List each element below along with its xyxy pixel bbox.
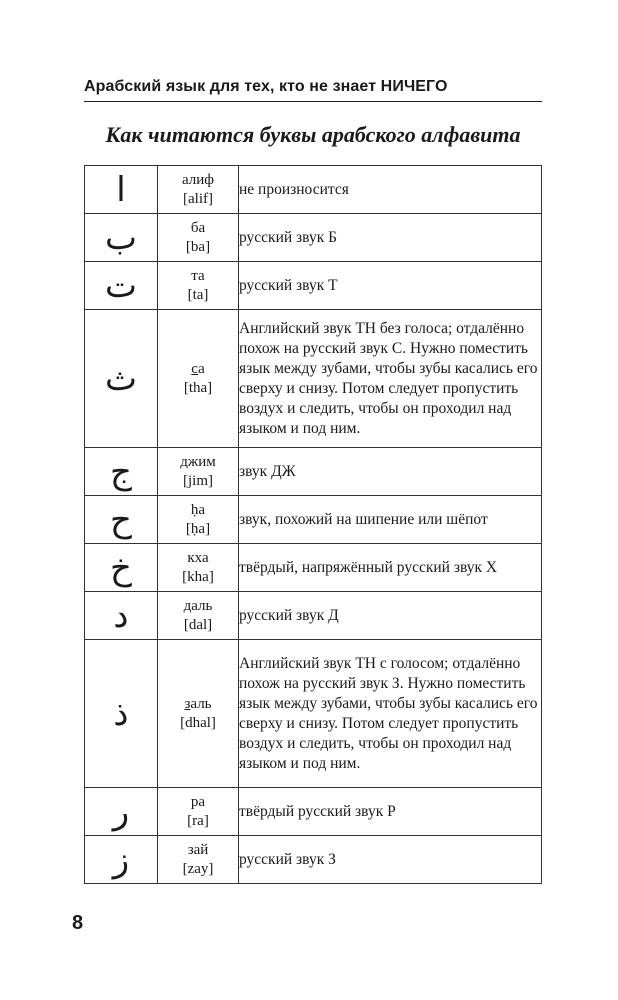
- letter-name-rest: аль: [190, 695, 212, 712]
- letter-name-cell: [158, 214, 239, 262]
- letter-name: [158, 171, 238, 190]
- arabic-letter: خ: [110, 547, 132, 588]
- pronunciation-description: звук ДЖ: [239, 448, 542, 496]
- pronunciation-description: не произносится: [239, 166, 542, 214]
- pronunciation-description: русский звук Д: [239, 592, 542, 640]
- letter-transliteration: [ra]: [187, 812, 209, 829]
- table-row: [85, 836, 542, 884]
- letter-name-cell: [158, 166, 239, 214]
- arabic-letter: ز: [112, 839, 130, 880]
- running-header-title: Арабский язык для тех, кто не знает НИЧЕГО: [84, 78, 448, 95]
- table-row: [85, 166, 542, 214]
- pronunciation-description: Английский звук TH без голоса; отдалённо похож на русский звук С. Нужно поместить язык между зубами, чтобы зубы касались его сверху и снизу. Потом следует пропустить воздух и следить, чтобы он проходил над языком и под ним.: [239, 310, 542, 448]
- arabic-letter-cell: [85, 166, 158, 214]
- pronunciation-description: русский звук Т: [239, 262, 542, 310]
- arabic-letter-cell: [85, 448, 158, 496]
- letter-name-rest: ба: [190, 219, 206, 236]
- letter-name-rest: зай: [187, 841, 209, 858]
- letter-name-cell: [158, 640, 239, 788]
- letter-transliteration: [jim]: [183, 472, 213, 489]
- arabic-letter-cell: [85, 788, 158, 836]
- letter-transliteration: [dal]: [183, 616, 213, 633]
- table-row: [85, 214, 542, 262]
- letter-name-cell: [158, 788, 239, 836]
- letter-transliteration: [alif]: [183, 190, 213, 207]
- pronunciation-description: русский звук З: [239, 836, 542, 884]
- arabic-letter-cell: [85, 310, 158, 448]
- alphabet-table: [84, 165, 542, 884]
- letter-name-cell: [158, 836, 239, 884]
- pronunciation-description: твёрдый, напряжённый русский звук Х: [239, 544, 542, 592]
- arabic-letter: ا: [116, 169, 126, 210]
- pronunciation-description: звук, похожий на шипение или шёпот: [239, 496, 542, 544]
- table-row: [85, 262, 542, 310]
- letter-transliteration: [ḥa]: [185, 520, 211, 537]
- letter-name-rest: кха: [187, 549, 209, 566]
- arabic-letter: ت: [104, 265, 137, 306]
- arabic-letter: ر: [112, 791, 130, 832]
- letter-name-rest: джим: [180, 453, 216, 470]
- letter-name-cell: [158, 496, 239, 544]
- arabic-letter-cell: [85, 592, 158, 640]
- letter-name: [158, 597, 238, 616]
- letter-name: [158, 549, 238, 568]
- letter-name-underlined: з: [184, 695, 191, 712]
- arabic-letter: ب: [104, 217, 137, 258]
- letter-name-rest: а: [198, 360, 205, 377]
- arabic-letter-cell: [85, 496, 158, 544]
- letter-transliteration: [dhal]: [180, 714, 216, 731]
- arabic-letter-cell: [85, 544, 158, 592]
- table-row: [85, 544, 542, 592]
- pronunciation-description: Английский звук TH с голосом; отдалённо похож на русский звук З. Нужно поместить язык между зубами, чтобы зубы касались его сверху и снизу. Потом следует пропустить воздух и следить, чтобы он проходил над языком и под ним.: [239, 640, 542, 788]
- letter-name: [158, 695, 238, 714]
- arabic-letter-cell: [85, 640, 158, 788]
- table-row: [85, 592, 542, 640]
- letter-name-rest: та: [191, 267, 205, 284]
- letter-name-rest: ḥа: [190, 501, 206, 518]
- letter-name-rest: даль: [183, 597, 213, 614]
- letter-name: [158, 219, 238, 238]
- alphabet-table-body: [85, 166, 542, 884]
- letter-name: [158, 360, 238, 379]
- letter-name-rest: алиф: [181, 171, 215, 188]
- letter-transliteration: [ba]: [185, 238, 211, 255]
- table-row: [85, 310, 542, 448]
- running-header: [84, 75, 542, 102]
- letter-name: [158, 501, 238, 520]
- letter-name-underlined: с: [191, 360, 199, 377]
- pronunciation-description: русский звук Б: [239, 214, 542, 262]
- letter-name-rest: ра: [190, 793, 206, 810]
- arabic-letter: د: [113, 595, 129, 636]
- table-row: [85, 640, 542, 788]
- letter-name: [158, 793, 238, 812]
- letter-name-cell: [158, 544, 239, 592]
- arabic-letter: ح: [110, 499, 132, 540]
- letter-name-cell: [158, 448, 239, 496]
- letter-name-cell: [158, 592, 239, 640]
- arabic-letter-cell: [85, 214, 158, 262]
- section-title: Как читаются буквы арабского алфавита: [105, 122, 521, 147]
- pronunciation-description: твёрдый русский звук Р: [239, 788, 542, 836]
- letter-transliteration: [ta]: [187, 286, 209, 303]
- letter-name: [158, 841, 238, 860]
- arabic-letter-cell: [85, 262, 158, 310]
- arabic-letter-cell: [85, 836, 158, 884]
- arabic-letter: ج: [110, 451, 132, 492]
- letter-transliteration: [kha]: [182, 568, 214, 585]
- letter-name-cell: [158, 310, 239, 448]
- table-row: [85, 496, 542, 544]
- letter-transliteration: [tha]: [183, 379, 213, 396]
- letter-name: [158, 267, 238, 286]
- letter-name: [158, 453, 238, 472]
- letter-name-cell: [158, 262, 239, 310]
- arabic-letter: ث: [104, 358, 137, 399]
- arabic-letter: ذ: [113, 693, 129, 734]
- table-row: [85, 448, 542, 496]
- page-number: 8: [72, 912, 84, 934]
- letter-transliteration: [zay]: [182, 860, 214, 877]
- table-row: [85, 788, 542, 836]
